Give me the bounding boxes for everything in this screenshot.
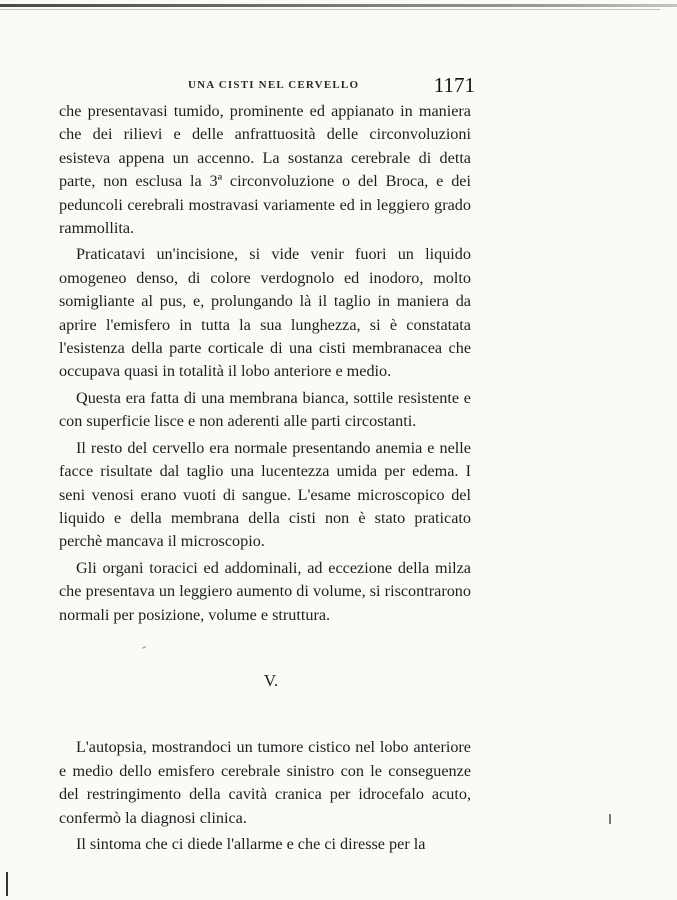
page-number: 1171 <box>433 73 475 97</box>
top-edge-hairline <box>0 9 660 10</box>
paragraph: Il resto del cervello era normale presentando anemia e nelle facce risultate dal taglio una lucentezza umida per edema. I seni venosi erano vuoti di sangue. L'esame microscopico del liquido e della membrana della cisti non è stato praticato perchè mancava il microscopio. <box>59 438 471 551</box>
page-body <box>59 100 471 859</box>
paragraph: Questa era fatta di una membrana bianca, sottile resistente e con superficie lisce e non aderenti alle parti circostanti. <box>59 388 471 431</box>
paragraph: che presentavasi tumido, prominente ed appianato in maniera che dei rilievi e delle anfrattuosità delle circonvoluzioni esisteva appena un accenno. La sostanza cerebrale di detta parte, non esclusa la 3ª circonvoluzione o del Broca, e dei peduncoli cerebrali mostravasi variamente ed in leggiero grado rammollita. <box>59 102 471 238</box>
paragraph: L'autopsia, mostrandoci un tumore cistico nel lobo anteriore e medio dello emisfero cerebrale sinistro con le conseguenze del restringimento della cavità cranica per idrocefalo acuto, confermò la diagnosi clinica. <box>59 738 471 827</box>
paragraph: Il sintoma che ci diede l'allarme e che ci diresse per la <box>76 834 426 853</box>
margin-mark <box>609 814 611 824</box>
paragraph: Praticatavi un'incisione, si vide venir fuori un liquido omogeneo denso, di colore verdognolo ed inodoro, molto somigliante al pus, e, prolungando là il taglio in maniera da aprire l'emisfero in tutta la sua lunghezza, si è constatata l'esistenza della parte corticale di una cisti membranacea che occupava quasi in totalità il lobo anteriore e medio. <box>59 245 471 381</box>
running-head: UNA CISTI NEL CERVELLO <box>188 79 360 91</box>
top-edge-rule <box>0 4 677 7</box>
margin-mark <box>6 872 8 896</box>
page-header <box>60 74 475 98</box>
paragraph: Gli organi toracici ed addominali, ad eccezione della milza che presentava un leggiero aumento di volume, si riscontrarono normali per posizione, volume e struttura. <box>59 558 471 624</box>
section-heading: V. <box>263 670 279 690</box>
